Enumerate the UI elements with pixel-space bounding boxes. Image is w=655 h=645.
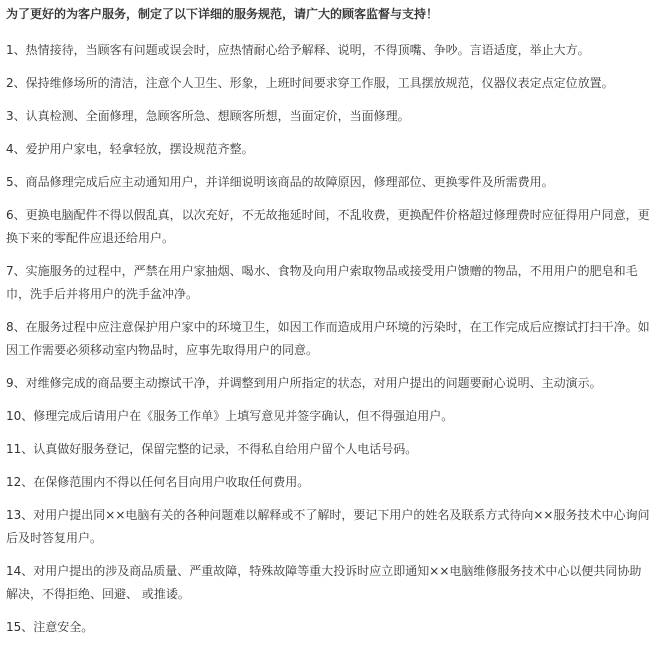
intro-heading: 为了更好的为客户服务，制定了以下详细的服务规范，请广大的顾客监督与支持！ [6,7,439,21]
rule-item-12: 12、在保修范围内不得以任何名目向用户收取任何费用。 [6,475,310,489]
rule-item-2: 2、保持维修场所的清洁，注意个人卫生、形象，上班时间要求穿工作服，工具摆放规范，仪器仪表定点定位放置。 [6,76,614,90]
rule-item-4: 4、爱护用户家电，轻拿轻放，摆设规范齐整。 [6,142,254,156]
rule-item-3: 3、认真检测、全面修理，急顾客所急、想顾客所想，当面定价，当面修理。 [6,109,410,123]
rule-item-5: 5、商品修理完成后应主动通知用户，并详细说明该商品的故障原因，修理部位、更换零件及所需费用。 [6,175,554,189]
rule-item-9: 9、对维修完成的商品要主动擦试干净，并调整到用户所指定的状态，对用户提出的问题要耐心说明、主动演示。 [6,376,602,390]
rule-item-14: 14、对用户提出的涉及商品质量、严重故障，特殊故障等重大投诉时应立即通知××电脑维修服务技术中心以便共同协助解决，不得拒绝、回避、 或推诿。 [6,564,642,601]
rule-item-1: 1、热情接待，当顾客有问题或误会时，应热情耐心给予解释、说明，不得顶嘴、争吵。言语适度，举止大方。 [6,43,590,57]
rule-item-10: 10、修理完成后请用户在《服务工作单》上填写意见并签字确认，但不得强迫用户。 [6,409,454,423]
rule-item-15: 15、注意安全。 [6,620,94,634]
rule-item-8: 8、在服务过程中应注意保护用户家中的环境卫生，如因工作而造成用户环境的污染时，在工作完成后应擦试打扫干净。如因工作需要必须移动室内物品时，应事先取得用户的同意。 [6,320,650,357]
rule-item-6: 6、更换电脑配件不得以假乱真，以次充好，不无故拖延时间，不乱收费，更换配件价格超过修理费时应征得用户同意，更换下来的零配件应退还给用户。 [6,208,650,245]
rule-item-7: 7、实施服务的过程中，严禁在用户家抽烟、喝水、食物及向用户索取物品或接受用户馈赠的物品，不用用户的肥皂和毛巾，洗手后并将用户的洗手盆冲净。 [6,264,638,301]
rule-item-11: 11、认真做好服务登记，保留完整的记录，不得私自给用户留个人电话号码。 [6,442,418,456]
rule-item-13: 13、对用户提出同××电脑有关的各种问题难以解释或不了解时，要记下用户的姓名及联系方式待向××服务技术中心询问后及时答复用户。 [6,508,650,545]
